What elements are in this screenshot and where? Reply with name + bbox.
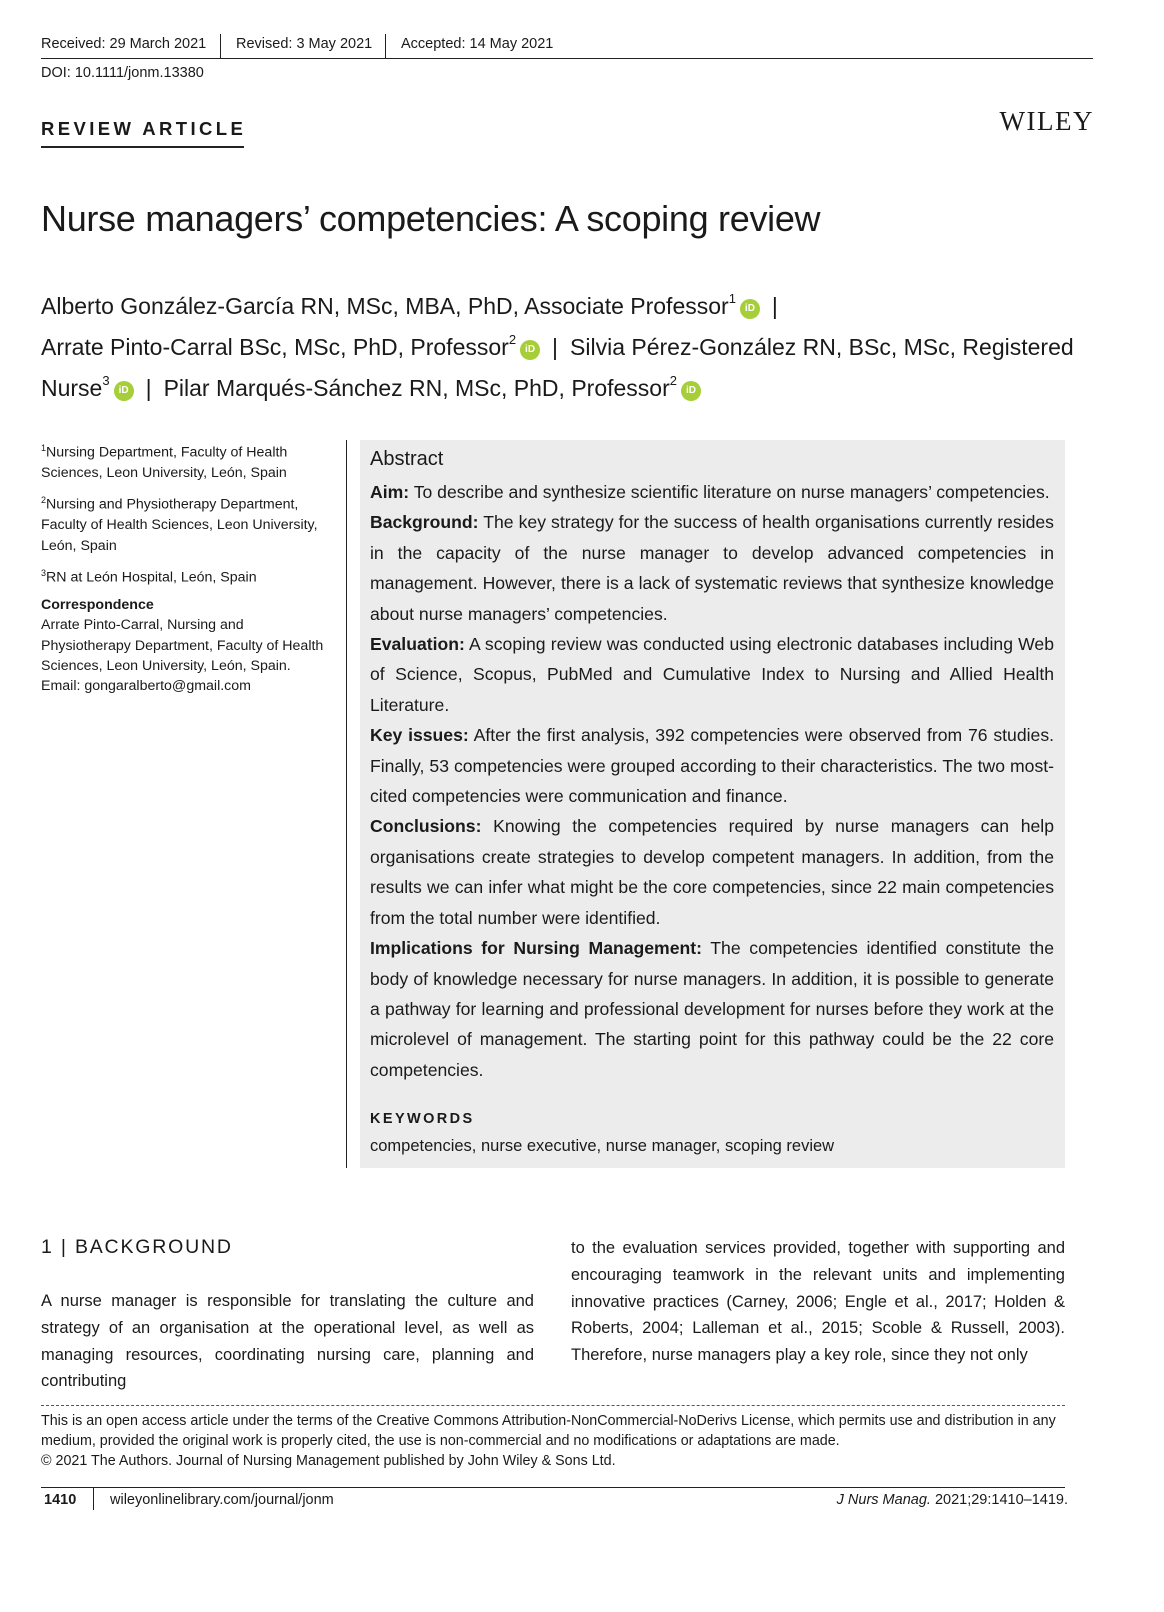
license-text: This is an open access article under the terms of the Creative Commons Attribution-NonCommercial-NoDerivs License, which permits use and distribution in any medium, provided the original work is properly cited, the use is non-commercial and no modifications or adaptations are made.	[41, 1413, 1056, 1449]
license-notice	[41, 1411, 1065, 1471]
author-name[interactable]: Silvia Pérez-González RN, BSc, MSc, Registered Nurse$^3$	[41, 333, 1074, 401]
divider	[385, 34, 386, 58]
section-heading: 1 | BACKGROUND	[41, 1236, 233, 1258]
affiliations	[41, 438, 331, 696]
affiliation: $^2$Nursing and Physiotherapy Department, Faculty of Health Sciences, Leon University, León, Spain	[41, 495, 318, 554]
section-type: REVIEW ARTICLE	[41, 118, 247, 139]
correspondence-heading: Correspondence	[41, 596, 154, 613]
publisher-logo: WILEY	[999, 106, 1094, 136]
license-divider	[41, 1405, 1065, 1406]
author-name[interactable]: Arrate Pinto-Carral BSc, MSc, PhD, Professor$^2$	[41, 332, 517, 360]
column-divider	[346, 440, 347, 1168]
doi[interactable]: DOI: 10.1111/jonm.13380	[41, 65, 204, 81]
keywords-heading: KEYWORDS	[370, 1111, 475, 1127]
copyright: © 2021 The Authors. Journal of Nursing Management published by John Wiley & Sons Ltd.	[41, 1453, 616, 1469]
author-name[interactable]: Alberto González-García RN, MSc, MBA, PhD, Associate Professor$^1$	[41, 291, 736, 319]
abstract-text: Aim: To describe and synthesize scientific literature on nurse managers’ competencies. Background: The key strategy for the success of health organisations currently resides in the capacity of the nurse manager to develop advanced competencies in management. However, there is a lack of systematic reviews that synthesize knowledge about nurse managers’ competencies. Evaluation: A scoping review was conducted using electronic databases including Web of Science, Scopus, PubMed and Cumulative Index to Nursing and Allied Health Literature. Key issues: After the first analysis, 392 competencies were observed from 76 studies. Finally, 53 competencies were grouped according to their characteristics. The two most-cited competencies were communication and finance. Conclusions: Knowing the competencies required by nurse managers can help organisations create strategies to develop competent managers. In addition, from the results we can infer what might be the core competencies, since 22 main competencies from the total number were identified. Implications for Nursing Management: The competencies identified constitute the body of knowledge necessary for nurse managers. In addition, it is possible to generate a pathway for learning and professional development for nurses before they work at the microlevel of management. The starting point for this pathway could be the 22 core competencies.	[370, 482, 1055, 1080]
received-date: Received: 29 March 2021	[41, 36, 207, 52]
divider	[93, 1488, 94, 1510]
correspondence-email[interactable]: Email: gongaralberto@gmail.com	[41, 678, 251, 695]
affiliation: $^3$RN at León Hospital, León, Spain	[41, 567, 257, 586]
divider	[220, 34, 221, 58]
affiliation: $^1$Nursing Department, Faculty of Health Sciences, Leon University, León, Spain	[41, 443, 288, 482]
abstract-box	[360, 440, 1065, 1168]
section-type-underline	[41, 146, 244, 148]
orcid-icon[interactable]: iD	[114, 381, 134, 401]
page-number: 1410	[44, 1492, 77, 1508]
citation: J Nurs Manag. 2021;29:1410–1419.	[836, 1492, 1068, 1508]
dates-bar	[41, 34, 1093, 59]
orcid-icon[interactable]: iD	[681, 381, 701, 401]
revised-date: Revised: 3 May 2021	[236, 36, 373, 52]
orcid-icon[interactable]: iD	[520, 340, 540, 360]
journal-url[interactable]: wileyonlinelibrary.com/journal/jonm	[110, 1492, 334, 1508]
abstract-heading: Abstract	[370, 448, 444, 470]
body-column-2: to the evaluation services provided, together with supporting and encouraging teamwork in the relevant units and implementing innovative practices (Carney, 2006; Engle et al., 2017; Holden & Roberts, 2004; Lalleman et al., 2015; Scoble & Russell, 2003). Therefore, nurse managers play a key role, since they not only	[571, 1239, 1065, 1365]
footer-rule	[41, 1487, 1065, 1488]
body-column-1: A nurse manager is responsible for translating the culture and strategy of an organisation at the operational level, as well as managing resources, coordinating nursing care, planning and contributing	[41, 1292, 534, 1391]
author-list: Alberto González-García RN, MSc, MBA, PhD, Associate Professor$^1$iD | Arrate Pinto-Carral BSc, MSc, PhD, Professor$^2$iD | Silvia Pérez-González RN, BSc, MSc, Registered Nurse$^3$iD | Pilar Marqués-Sánchez RN, MSc, PhD, Professor$^2$iD	[41, 291, 1074, 401]
orcid-icon[interactable]: iD	[740, 299, 760, 319]
keywords: competencies, nurse executive, nurse manager, scoping review	[370, 1137, 835, 1155]
article-title: Nurse managers’ competencies: A scoping review	[41, 198, 821, 239]
correspondence-text: Arrate Pinto-Carral, Nursing and Physiotherapy Department, Faculty of Health Sciences, Leon University, León, Spain.	[41, 617, 324, 674]
author-name[interactable]: Pilar Marqués-Sánchez RN, MSc, PhD, Professor$^2$	[163, 373, 677, 401]
accepted-date: Accepted: 14 May 2021	[401, 36, 554, 52]
